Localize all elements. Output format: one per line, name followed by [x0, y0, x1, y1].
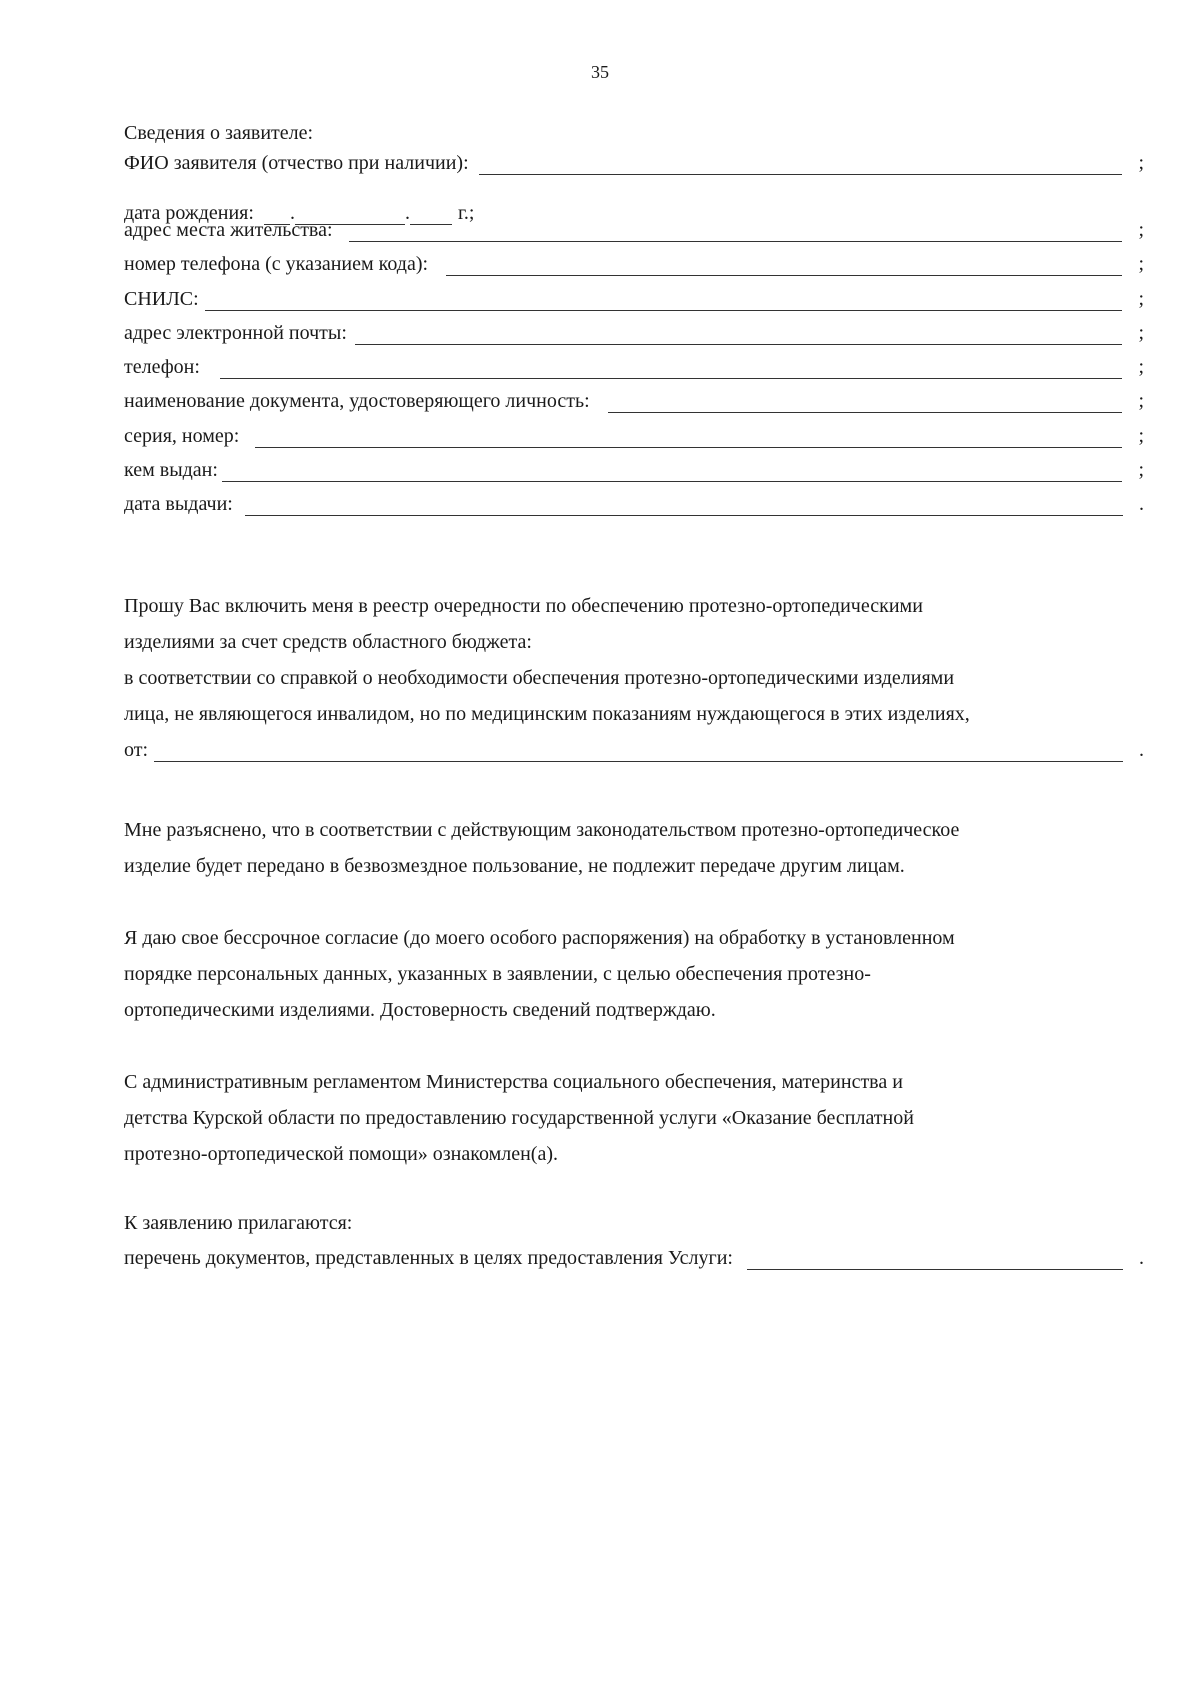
email-label: адрес электронной почты:: [124, 322, 347, 344]
request-line: в соответствии со справкой о необходимости обеспечения протезно-ортопедическими изделиями: [124, 667, 955, 689]
snils-label: СНИЛС:: [124, 288, 199, 310]
snils-field-row: [124, 281, 1144, 311]
address-label: адрес места жительства:: [124, 219, 333, 241]
phone-end-mark: ;: [1138, 356, 1144, 378]
phone-code-field-row: [124, 246, 1144, 276]
phone-code-label: номер телефона (с указанием кода):: [124, 253, 429, 275]
regulation-line: детства Курской области по предоставлению государственной услуги «Оказание бесплатной: [124, 1107, 914, 1129]
id-document-field-row: [124, 383, 1144, 413]
id-document-blank-line[interactable]: [608, 390, 1123, 413]
phone-blank-line[interactable]: [220, 356, 1123, 379]
email-end-mark: ;: [1138, 322, 1144, 344]
id-document-label: наименование документа, удостоверяющего личность:: [124, 390, 590, 412]
request-from-field-row: [124, 732, 1144, 762]
issue-date-end-mark: .: [1139, 493, 1144, 515]
regulation-line: С административным регламентом Министерства социального обеспечения, материнства и: [124, 1071, 903, 1093]
phone-label: телефон:: [124, 356, 200, 378]
fio-label: ФИО заявителя (отчество при наличии):: [124, 152, 469, 174]
request-line: изделиями за счет средств областного бюджета:: [124, 631, 532, 653]
phone-code-blank-line[interactable]: [446, 253, 1122, 276]
series-number-label: серия, номер:: [124, 425, 240, 447]
phone-code-end-mark: ;: [1138, 253, 1144, 275]
address-end-mark: ;: [1138, 219, 1144, 241]
regulation-line: протезно-ортопедической помощи» ознакомлен(а).: [124, 1143, 558, 1165]
explanation-line: Мне разъяснено, что в соответствии с действующим законодательством протезно-ортопедическое: [124, 819, 960, 841]
explanation-line: изделие будет передано в безвозмездное пользование, не подлежит передаче другим лицам.: [124, 855, 905, 877]
consent-line: порядке персональных данных, указанных в заявлении, с целью обеспечения протезно-: [124, 963, 871, 985]
attachments-list-blank-line[interactable]: [747, 1247, 1123, 1270]
request-from-label: от:: [124, 739, 149, 761]
series-number-field-row: [124, 418, 1144, 448]
request-line: Прошу Вас включить меня в реестр очередности по обеспечению протезно-ортопедическими: [124, 595, 923, 617]
birth-date-label: дата рождения:: [124, 202, 254, 224]
attachments-list-label: перечень документов, представленных в целях предоставления Услуги:: [124, 1247, 733, 1269]
request-from-end-mark: .: [1139, 739, 1144, 761]
issue-date-field-row: [124, 486, 1144, 516]
issue-date-blank-line[interactable]: [245, 493, 1123, 516]
birth-date-suffix: г.;: [457, 202, 475, 224]
fio-end-mark: ;: [1138, 152, 1144, 174]
request-from-blank-line[interactable]: [154, 739, 1123, 762]
address-field-row: [124, 212, 1144, 242]
request-line: лица, не являющегося инвалидом, но по медицинским показаниям нуждающегося в этих изделиях,: [124, 703, 970, 725]
issued-by-blank-line[interactable]: [222, 459, 1122, 482]
fio-blank-line[interactable]: [479, 152, 1123, 175]
series-number-end-mark: ;: [1138, 425, 1144, 447]
attachments-list-field-row: [124, 1240, 1144, 1270]
birth-date-separator-2: .: [404, 202, 410, 224]
phone-field-row: [124, 349, 1144, 379]
regulation-paragraph: [124, 1064, 1164, 1172]
email-field-row: [124, 315, 1144, 345]
email-blank-line[interactable]: [355, 322, 1123, 345]
snils-end-mark: ;: [1138, 288, 1144, 310]
attachments-heading: К заявлению прилагаются:: [124, 1212, 353, 1234]
request-paragraph: [124, 588, 1164, 732]
applicant-info-heading: Сведения о заявителе:: [124, 122, 314, 144]
snils-blank-line[interactable]: [205, 288, 1123, 311]
issue-date-label: дата выдачи:: [124, 493, 233, 515]
id-document-end-mark: ;: [1138, 390, 1144, 412]
consent-line: ортопедическими изделиями. Достоверность сведений подтверждаю.: [124, 999, 716, 1021]
birth-date-separator-1: .: [289, 202, 295, 224]
consent-line: Я даю свое бессрочное согласие (до моего особого распоряжения) на обработку в установленном: [124, 927, 955, 949]
consent-paragraph: [124, 920, 1164, 1028]
address-blank-line[interactable]: [349, 219, 1123, 242]
series-number-blank-line[interactable]: [255, 425, 1122, 448]
attachments-list-end-mark: .: [1139, 1247, 1144, 1269]
issued-by-label: кем выдан:: [124, 459, 218, 481]
fio-field-row: [124, 145, 1144, 175]
explanation-paragraph: [124, 812, 1164, 884]
issued-by-field-row: [124, 452, 1144, 482]
page-number: 35: [591, 62, 609, 82]
issued-by-end-mark: ;: [1138, 459, 1144, 481]
